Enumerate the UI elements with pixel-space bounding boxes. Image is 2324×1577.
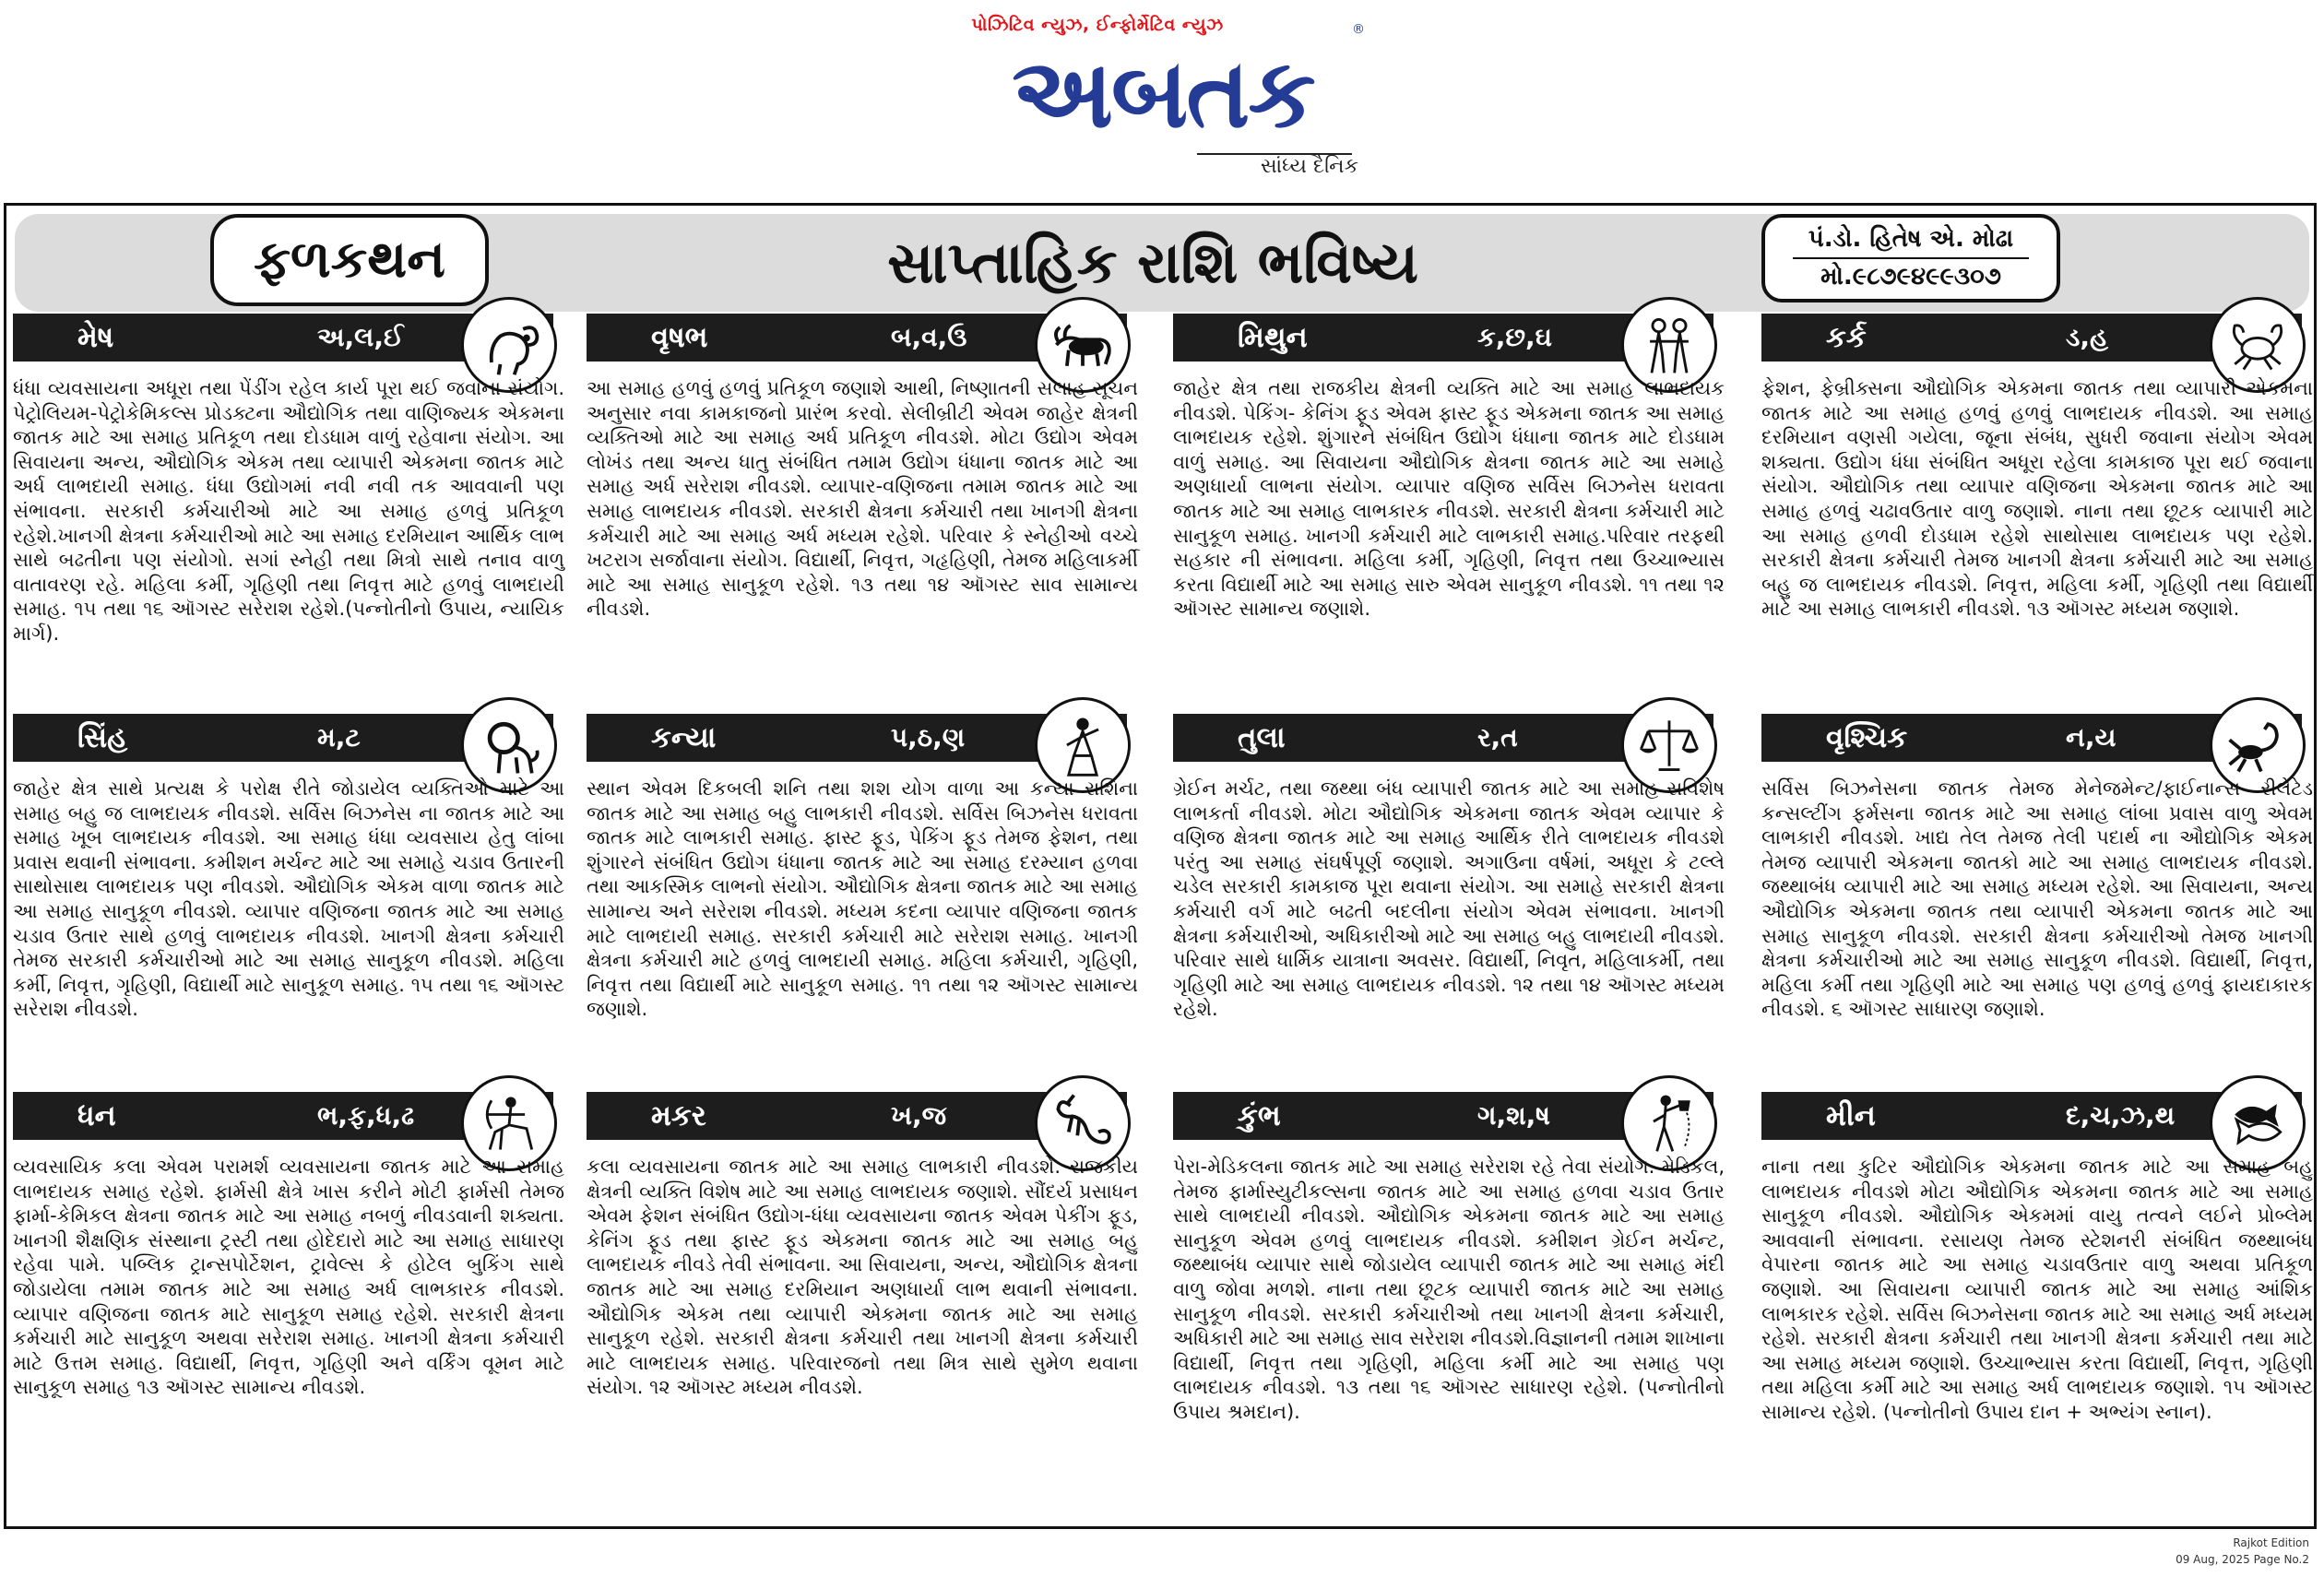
sign-letters: બ,વ,ઉ — [891, 322, 967, 352]
sign-forecast: જાહેર ક્ષેત્ર તથા રાજકીય ક્ષેત્રની વ્યક્તિ માટે આ સમાહ લાભદાયક નીવડશે. પેકિંગ- કેનિંગ ફૂડ એવમ ફાસ્ટ ફૂડ એકમના જાતક આ સમાહ લાભદાયક રહેશે. શુંગારને સંબંધિત ઉદ્યોગ ધંધાના જાતક માટે દોડધામ વાળું સમાહ. આ સિવાયના ઔદ્યોગિક ક્ષેત્રના જાતક માટે આ સમાહે અણધાર્યા લાભના સંયોગ. વ્યાપાર વણિજ સર્વિસ બિઝનેસ ધરાવતા જાતક માટે આ સમાહ લાભકારક નીવડશે. સરકારી ક્ષેત્રના કર્મચારી માટે સાનુકૂળ સમાહ. ખાનગી કર્મચારી માટે લાભકારી સમાહ.પરિવાર તરફથી સહકાર ની સંભાવના. મહિલા કર્મી, ગૃહિણી, નિવૃત્ત તથા ઉચ્ચાભ્યાસ કરતા વિદ્યાર્થી માટે આ સમાહ સારુ એવમ સાનુકૂળ નીવડશે. ૧૧ તથા ૧૨ ઑગસ્ટ સામાન્ય જણાશે. — [1173, 377, 1725, 621]
sign-letters: ખ,જ — [891, 1100, 947, 1131]
sign-forecast: સ્થાન એવમ દિકબલી શનિ તથા શશ યોગ વાળા આ કન્યા રાશિના જાતક માટે આ સમાહ બહુ લાભકારી નીવડશે. સર્વિસ બિઝનેસ ધરાવતા જાતક માટે લાભકારી સમાહ. ફાસ્ટ ફૂડ, પેકિંગ ફૂડ તેમજ ફેશન, તથા શુંગારને સંબંધિત ઉદ્યોગ ધંધાના જાતક માટે આ સમાહ દરમ્યાન હળવા તથા આકસ્મિક લાભનો સંયોગ. ઔદ્યોગિક ક્ષેત્રના જાતક માટે આ સમાહ સામાન્ય અને સરેરાશ નીવડશે. મધ્યમ કદના વ્યાપાર વણિજના જાતક માટે લાભદાયી સમાહ. સરકારી કર્મચારી માટે સરેરાશ સમાહ. ખાનગી ક્ષેત્રના કર્મચારી માટે હળવું લાભદાયી સમાહ. મહિલા કર્મચારી, ગૃહિણી, નિવૃત્ત તથા વિદ્યાર્થી માટે સાનુકૂળ સમાહ. ૧૧ તથા ૧૨ ઑગસ્ટ સામાન્ય જણાશે. — [587, 777, 1138, 1021]
sign-name: કન્યા — [651, 721, 717, 754]
sign-letters: દ,ચ,ઝ,થ — [2066, 1100, 2176, 1131]
sign-name: ધન — [77, 1099, 116, 1132]
sign-letters: ર,ત — [1477, 722, 1518, 753]
sign-forecast: જાહેર ક્ષેત્ર સાથે પ્રત્યક્ષ કે પરોક્ષ રીતે જોડાયેલ વ્યક્તિઓ માટે આ સમાહ બહુ જ લાભદાયક નીવડશે. સર્વિસ બિઝનેસ ના જાતક માટે આ સમાહ ખૂબ લાભદાયક નીવડશે. આ સમાહ ધંધા વ્યવસાય હેતુ લાંબા પ્રવાસ થવાની સંભાવના. કમીશન મર્ચન્ટ માટે આ સમાહે ચડાવ ઉતારની સાથોસાથ લાભદાયક પણ નીવડશે. ઔદ્યોગિક એકમ વાળા જાતક માટે આ સમાહ સાનુકૂળ નીવડશે. વ્યાપાર વણિજના જાતક માટે આ સમાહ ચડાવ ઉતાર સાથે હળવું લાભદાયક નીવડશે. ખાનગી ક્ષેત્રના કર્મચારી તેમજ સરકારી કર્મચારીઓ માટે આ સમાહ સાનુકૂળ નીવડશે. મહિલા કર્મી, નિવૃત્ત, ગૃહિણી, વિદ્યાર્થી માટે સાનુકૂળ સમાહ. ૧૫ તથા ૧૬ ઑગસ્ટ સરેરાશ નીવડશે. — [13, 777, 564, 1021]
sign-name: વૃશ્ચિક — [1826, 721, 1908, 754]
author-phone: મો.૯૮૭૯૪૯૯૩૦૭ — [1820, 263, 2001, 290]
edition-info — [2176, 1535, 2309, 1568]
masthead-subtitle: સાંધ્ય દૈનિક — [1260, 155, 1359, 178]
sign-forecast: ધંધા વ્યવસાયના અધૂરા તથા પેંડીંગ રહેલ કાર્ય પૂરા થઈ જવાના સંયોગ. પેટ્રોલિયમ-પેટ્રોકેમિકલ્સ પ્રોડક્ટના ઔદ્યોગિક તથા વાણિજ્યક એકમના જાતક માટે આ સમાહ પ્રતિકૂળ તથા દોડધામ વાળું રહેવાના સંયોગ. આ સિવાયના અન્ય, ઔદ્યોગિક એકમ તથા વ્યાપારી એકમના જાતક માટે અર્ધ લાભદાયી સમાહ. ધંધા ઉદ્યોગમાં નવી નવી તક આવવાની પણ સંભાવના. સરકારી કર્મચારીઓ માટે આ સમાહ હળવું પ્રતિકૂળ રહેશે.ખાનગી ક્ષેત્રના કર્મચારીઓ માટે આ સમાહ દરમિયાન આર્થિક લાભ સાથે બઢતીના પણ સંયોગો. સગાં સ્નેહી તથા મિત્રો સાથે તનાવ વાળુ વાતાવરણ રહે. મહિલા કર્મી, ગૃહિણી તથા નિવૃત્ત માટે હળવું લાભદાયી સમાહ. ૧૫ તથા ૧૬ ઑગસ્ટ સરેરાશ રહેશે.(પન્નોતીનો ઉપાય, ન્યાયિક માર્ગ). — [13, 377, 564, 645]
sign-forecast: આ સમાહ હળવું હળવું પ્રતિકૂળ જણાશે આથી, નિષ્ણાતની સલાહ સૂચન અનુસાર નવા કામકાજનો પ્રારંભ કરવો. સેલીબ્રીટી એવમ જાહેર ક્ષેત્રની વ્યક્તિઓ માટે આ સમાહ અર્ધ પ્રતિકૂળ નીવડશે. મોટા ઉદ્યોગ એવમ લોખંડ તથા અન્ય ધાતુ સંબંધિત તમામ ઉદ્યોગ ધંધાના જાતક માટે આ સમાહ અર્ધ સરેરાશ નીવડશે. વ્યાપાર-વણિજના તમામ જાતક માટે આ સમાહ લાભદાયક નીવડશે. સરકારી ક્ષેત્રના કર્મચારી તથા ખાનગી ક્ષેત્રના કર્મચારી માટે આ સમાહ અર્ધ મધ્યમ રહેશે. પરિવાર કે સ્નેહીઓ વચ્ચે ખટરાગ સર્જાવાના સંયોગ. વિદ્યાર્થી, નિવૃત્ત, ગહૃહિણી, તેમજ મહિલાકર્મી માટે આ સમાહ સાનુકૂળ રહેશે. ૧૩ તથા ૧૪ ઑગસ્ટ સાવ સામાન્ય નીવડશે. — [587, 377, 1138, 621]
sign-name: મેષ — [77, 321, 114, 354]
sign-name: કર્ક — [1826, 321, 1867, 354]
sign-name: મિથુન — [1238, 321, 1308, 354]
sign-forecast: પેરા-મેડિકલના જાતક માટે આ સમાહ સરેરાશ રહે તેવા સંયોગ. મેડિકલ, તેમજ ફાર્માસ્યુટીકલ્સના જાતક માટે આ સમાહ હળવા ચડાવ ઉતાર સાથે લાભદાયી નીવડશે. ઔદ્યોગિક એકમના જાતક માટે આ સમાહ સાનુકૂળ એવમ હળવું લાભદાયક નીવડશે. કમીશન ગ્રેઈન મર્ચન્ટ, જથ્થાબંધ વ્યાપાર સાથે જોડાયેલ વ્યાપારી જાતક માટે આ સમાહ મંદી વાળુ જોવા મળશે. નાના તથા છૂટક વ્યાપારી જાતક માટે આ સમાહ સાનુકૂળ નીવડશે. સરકારી કર્મચારીઓ તથા ખાનગી ક્ષેત્રના કર્મચારી, અધિકારી માટે આ સમાહ સાવ સરેરાશ નીવડશે.વિજ્ઞાનની તમામ શાખાના વિદ્યાર્થી, નિવૃત્ત તથા ગૃહિણી, મહિલા કર્મી માટે આ સમાહ પણ લાભદાયક નીવડશે. ૧૩ તથા ૧૬ ઑગસ્ટ સાધારણ રહેશે. (પન્નોતીનો ઉપાય શ્રમદાન). — [1173, 1156, 1725, 1423]
sign-letters: ક,છ,ઘ — [1477, 322, 1552, 352]
section-badge: ફળકથન — [210, 214, 489, 306]
sign-name: વૃષભ — [651, 321, 708, 354]
sign-letters: મ,ટ — [317, 722, 361, 753]
newspaper-logo: અબતક — [1012, 37, 1314, 149]
registered-mark-icon: ® — [1352, 22, 1365, 37]
masthead — [0, 0, 2324, 194]
sign-letters: ન,ય — [2066, 722, 2116, 753]
edition-name: Rajkot Edition — [2233, 1536, 2309, 1549]
sign-name: તુલા — [1238, 721, 1286, 754]
sign-forecast: ફેશન, ફેબ્રીક્સના ઔદ્યોગિક એકમના જાતક તથા વ્યાપારી એકમના જાતક માટે આ સમાહ હળવું હળવું લાભદાયક નીવડશે. આ સમાહ દરમિયાન વણસી ગયેલા, જૂના સંબંધ, સુધરી જવાના સંયોગ એવમ શક્યતા. ઉદ્યોગ ધંધા સંબંધિત અધૂરા રહેલા કામકાજ પૂરા થઈ જવાના સંયોગ. ઔદ્યોગિક તથા વ્યાપાર વણિજના એકમના જાતક માટે આ સમાહ હળવું ચઢાવઉતાર વાળુ જણાશે. નાના તથા છૂટક વ્યાપારી માટે આ સમાહ હળવી દોડધામ રહેશે સાથોસાથ લાભદાયક પણ રહેશે. સરકારી ક્ષેત્રના કર્મચારી તેમજ ખાનગી ક્ષેત્રના કર્મચારી માટે આ સમાહ બહુ જ લાભદાયક નીવડશે. નિવૃત્ત, મહિલા કર્મી, ગૃહિણી તથા વિદ્યાર્થી માટે આ સમાહ લાભકારી નીવડશે. ૧૩ ઑગસ્ટ મધ્યમ જણાશે. — [1761, 377, 2314, 621]
sign-forecast: નાના તથા કુટિર ઔદ્યોગિક એકમના જાતક માટે આ સમાહ બહુ લાભદાયક નીવડશે મોટા ઔદ્યોગિક એકમના જાતક માટે આ સમાહ સાનુકૂળ નીવડશે. ઔદ્યોગિક એકમમાં વાયુ તત્વને લઈને પ્રોબ્લેમ આવવાની સંભાવના. રસાયણ તેમજ સ્ટેશનરી સંબંધિત જથ્થાબંધ વેપારના જાતક માટે આ સમાહ ચડાવઉતાર વાળુ અથવા પ્રતિકૂળ જણાશે. આ સિવાયના વ્યાપારી જાતક માટે આ સમાહ આંશિક લાભકારક રહેશે. સર્વિસ બિઝનેસના જાતક માટે આ સમાહ અર્ધ મધ્યમ રહેશે. સરકારી ક્ષેત્રના કર્મચારી તથા ખાનગી ક્ષેત્રના કર્મચારી તથા માટે આ સમાહ મધ્યમ જણાશે. ઉચ્ચાભ્યાસ કરતા વિદ્યાર્થી, નિવૃત્ત, ગૃહિણી તથા મહિલા કર્મી માટે આ સમાહ અર્ધ લાભદાયક જણાશે. ૧૫ ઑગસ્ટ સામાન્ય રહેશે. (પન્નોતીનો ઉપાય દાન + અભ્યંગ સ્નાન). — [1761, 1156, 2313, 1423]
page-title: સાપ્તાહિક રાશિ ભવિષ્ય — [887, 229, 1418, 296]
sign-letters: ડ,હ — [2066, 322, 2108, 352]
sign-letters: ભ,ફ,ધ,ઢ — [317, 1100, 415, 1131]
author-name: પં.ડો. હિતેષ એ. મોઢા — [1793, 225, 2029, 259]
sign-forecast: વ્યવસાયિક કલા એવમ પરામર્શ વ્યવસાયના જાતક માટે આ સમાહ લાભદાયક સમાહ રહેશે. ફાર્મસી ક્ષેત્રે ખાસ કરીને મોટી ફાર્મસી તેમજ ફાર્મા-કેમિકલ ક્ષેત્રના જાતક માટે આ સમાહ નબળું નીવડવાની શક્યતા. ખાનગી શૈક્ષણિક સંસ્થાના ટ્રસ્ટી તથા હોદેદારો માટે આ સમાહ સાધારણ રહેવા પામે. પબ્લિક ટ્રાન્સપોર્ટેશન, ટ્રાવેલ્સ કે હોટેલ બુકિંગ સાથે જોડાયેલા તમામ જાતક માટે આ સમાહ અર્ધ લાભકારક નીવડશે. વ્યાપાર વણિજના જાતક માટે સાનુકૂળ સમાહ રહેશે. સરકારી ક્ષેત્રના કર્મચારી માટે સાનુકૂળ અથવા સરેરાશ સમાહ. ખાનગી ક્ષેત્રના કર્મચારી માટે ઉત્તમ સમાહ. વિદ્યાર્થી, નિવૃત્ત, ગૃહિણી અને વર્કિંગ વૂમન માટે સાનુકૂળ સમાહ ૧૩ ઑગસ્ટ સામાન્ય નીવડશે. — [13, 1156, 564, 1399]
sign-name: સિંહ — [77, 721, 128, 754]
author-box — [1761, 214, 2060, 302]
sign-name: મકર — [651, 1099, 706, 1132]
sign-forecast: કલા વ્યવસાયના જાતક માટે આ સમાહ લાભકારી નીવડશે. રાજકીય ક્ષેત્રની વ્યક્તિ વિશેષ માટે આ સમાહ લાભદાયક જણાશે. સૌંદર્ય પ્રસાધન એવમ ફેશન સંબંધિત ઉદ્યોગ-ધંધા વ્યવસાયના જાતક એવમ પેકીંગ ફૂડ, કેનિંગ ફૂડ તથા ફાસ્ટ ફૂડ એકમના જાતક માટે આ સમાહ બહુ લાભદાયક નીવડે તેવી સંભાવના. આ સિવાયના, અન્ય, ઔદ્યોગિક ક્ષેત્રના જાતક માટે આ સમાહ દરમિયાન અણધાર્યા લાભ થવાની સંભાવના. ઔદ્યોગિક એકમ તથા વ્યાપારી એકમના જાતક માટે આ સમાહ સાનુકૂળ રહેશે. સરકારી ક્ષેત્રના કર્મચારી તથા ખાનગી ક્ષેત્રના કર્મચારી માટે લાભદાયક સમાહ. પરિવારજનો તથા મિત્ર સાથે સુમેળ થવાના સંયોગ. ૧૨ ઑગસ્ટ મધ્યમ નીવડશે. — [587, 1156, 1138, 1399]
sign-forecast: ગ્રેઈન મર્ચટ, તથા જથ્થા બંધ વ્યાપારી જાતક માટે આ સમાહ સવિશેષ લાભકર્તા નીવડશે. મોટા ઔદ્યોગિક એકમના જાતક એવમ વ્યાપાર કે વણિજ ક્ષેત્રના જાતક માટે આ સમાહ આર્થિક રીતે લાભદાયક નીવડશે પરંતુ આ સમાહ સંઘર્ષપૂર્ણ જણાશે. અગાઉના વર્ષમાં, અધૂરા કે ટલ્લે ચડેલ સરકારી કામકાજ પૂરા થવાના સંયોગ. આ સમાહે સરકારી ક્ષેત્રના કર્મચારી વર્ગ માટે બઢતી બદલીના સંયોગ એવમ સંભાવના. ખાનગી ક્ષેત્રના કર્મચારીઓ, અધિકારીઓ માટે આ સમાહ બહુ લાભદાયી નીવડશે. પરિવાર સાથે ધાર્મિક યાત્રાના અવસર. વિદ્યાર્થી, નિવૃત, મહિલાકર્મી, તથા ગૃહિણી માટે આ સમાહ લાભદાયક નીવડશે. ૧૨ તથા ૧૪ ઑગસ્ટ મધ્યમ રહેશે. — [1173, 777, 1725, 1021]
edition-date-page: 09 Aug, 2025 Page No.2 — [2176, 1553, 2309, 1566]
sign-name: મીન — [1826, 1099, 1876, 1132]
sign-letters: ગ,શ,ષ — [1477, 1100, 1550, 1131]
masthead-tagline: પોઝિટિવ ન્યુઝ, ઈન્ફોર્મેટિવ ન્યુઝ — [971, 15, 1224, 35]
sign-letters: પ,ઠ,ણ — [891, 722, 966, 753]
sign-name: કુંભ — [1238, 1099, 1281, 1132]
sign-forecast: સર્વિસ બિઝનેસના જાતક તેમજ મેનેજમેન્ટ/ફાઈનાન્સ રીલેટેડ કન્સલ્ટીંગ ફર્મસના જાતક માટે આ સમાહ લાંબા પ્રવાસ વાળુ એવમ લાભકારી નીવડશે. ખાદ્ય તેલ તેમજ તેલી પદાર્થ ના ઔદ્યોગિક એકમ તેમજ વ્યાપારી એકમના જાતકો માટે આ સમાહ લાભદાયક નીવડશે. જથ્થાબંધ વ્યાપારી માટે આ સમાહ મધ્યમ રહેશે. આ સિવાયના, અન્ય ઔદ્યોગિક એકમના જાતક તથા વ્યાપારી એકમના જાતક માટે આ સમાહ સાનુકૂળ નીવડશે. સરકારી ક્ષેત્રના કર્મચારીઓ તેમજ ખાનગી ક્ષેત્રના કર્મચારીઓ માટે આ સમાહ સાનુકૂળ નીવડશે. વિદ્યાર્થી, નિવૃત્ત, મહિલા કર્મી તથા ગૃહિણી માટે આ સમાહ પણ હળવું હળવું ફાયદાકારક નીવડશે. ૬ ઑગસ્ટ સાધારણ જણાશે. — [1761, 777, 2313, 1021]
sign-letters: અ,લ,ઈ — [317, 322, 404, 352]
